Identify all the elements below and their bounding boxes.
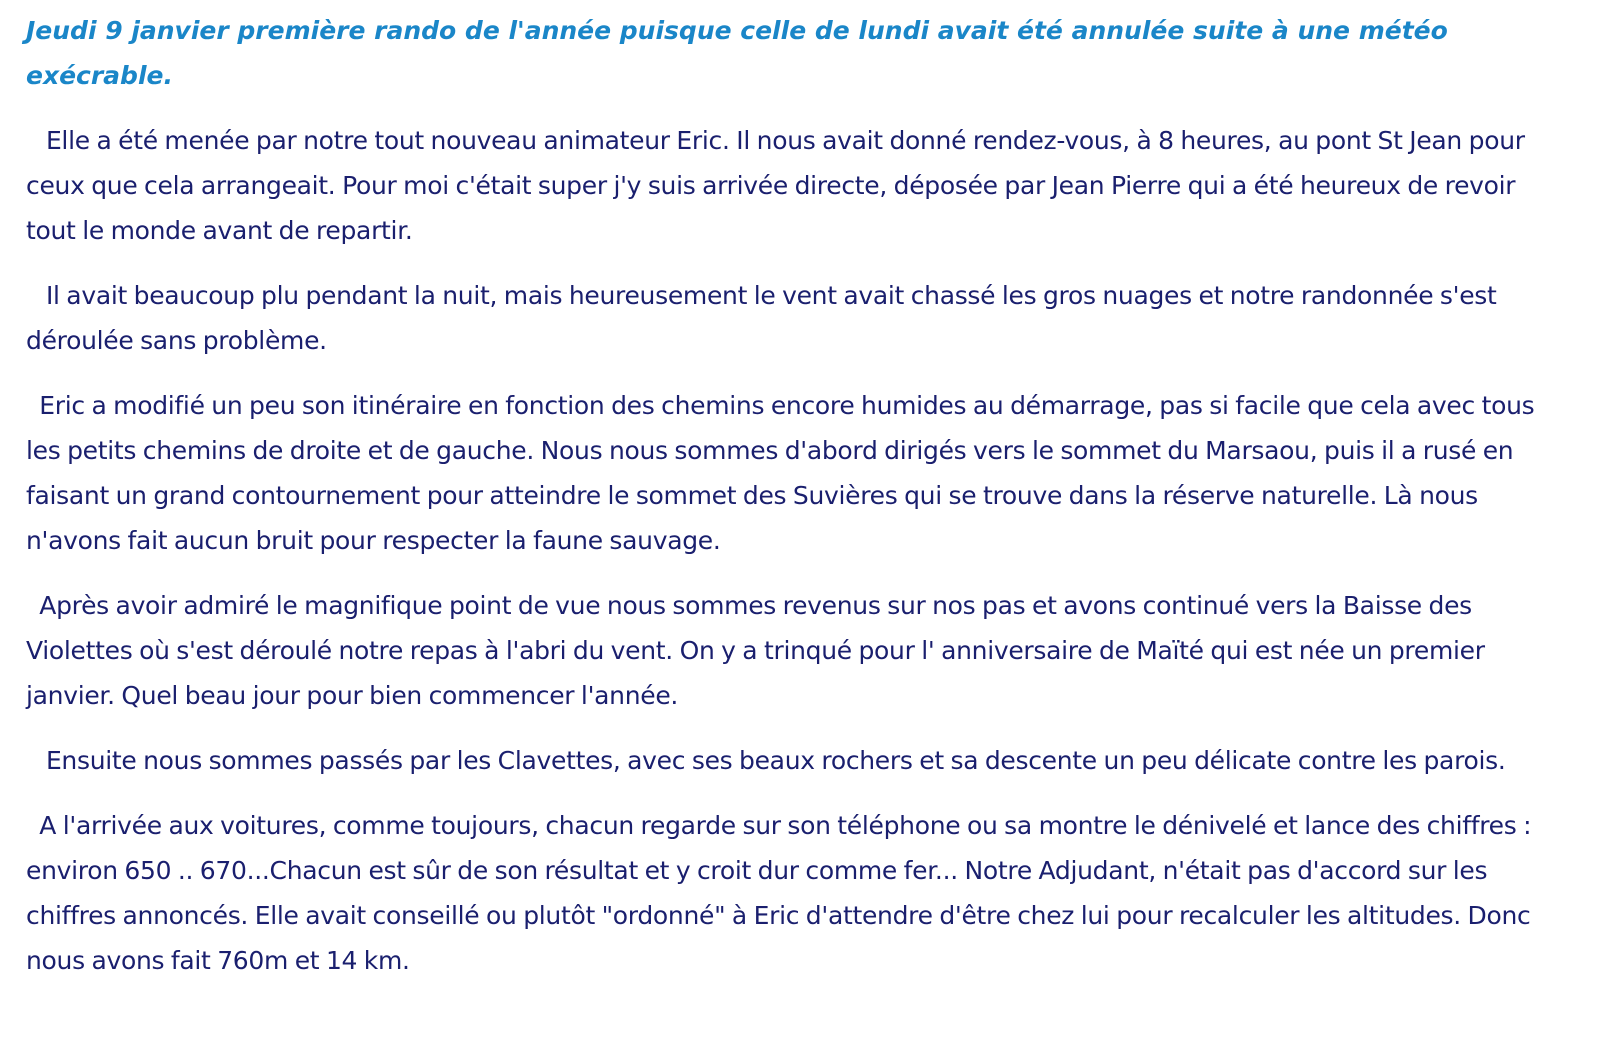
intro-heading: Jeudi 9 janvier première rando de l'année puisque celle de lundi avait été annulée suite à une météo exécrable.	[26, 16, 1448, 90]
paragraph-arrival: A l'arrivée aux voitures, comme toujours, chacun regarde sur son téléphone ou sa montre le dénivelé et lance des chiffres : environ 650 .. 670...Chacun est sûr de son résultat et y croit dur comme fer... Notre Adjudant, n'était pas d'accord sur les chiffres annoncés. Elle avait conseillé ou plutôt "ordonné" à Eric d'attendre d'être chez lui pour recalculer les altitudes. Donc nous avons fait 760m et 14 km.	[26, 811, 1532, 975]
paragraph-clavettes: Ensuite nous sommes passés par les Clavettes, avec ses beaux rochers et sa descente un peu délicate contre les parois.	[26, 746, 1506, 775]
paragraph-lunch: Après avoir admiré le magnifique point de vue nous sommes revenus sur nos pas et avons continué vers la Baisse des Violettes où s'est déroulé notre repas à l'abri du vent. On y a trinqué pour l' anniversaire de Maïté qui est née un premier janvier. Quel beau jour pour bien commencer l'année.	[26, 591, 1485, 710]
paragraph-itinerary: Eric a modifié un peu son itinéraire en fonction des chemins encore humides au démarrage, pas si facile que cela avec tous les petits chemins de droite et de gauche. Nous nous sommes d'abord dirigés vers le sommet du Marsaou, puis il a rusé en faisant un grand contournement pour atteindre le sommet des Suvières qui se trouve dans la réserve naturelle. Là nous n'avons fait aucun bruit pour respecter la faune sauvage.	[26, 391, 1535, 555]
paragraph-meeting: Elle a été menée par notre tout nouveau animateur Eric. Il nous avait donné rendez-vous, à 8 heures, au pont St Jean pour ceux que cela arrangeait. Pour moi c'était super j'y suis arrivée directe, déposée par Jean Pierre qui a été heureux de revoir tout le monde avant de repartir.	[26, 126, 1525, 245]
paragraph-weather: Il avait beaucoup plu pendant la nuit, mais heureusement le vent avait chassé les gros nuages et notre randonnée s'est déroulée sans problème.	[26, 281, 1497, 355]
